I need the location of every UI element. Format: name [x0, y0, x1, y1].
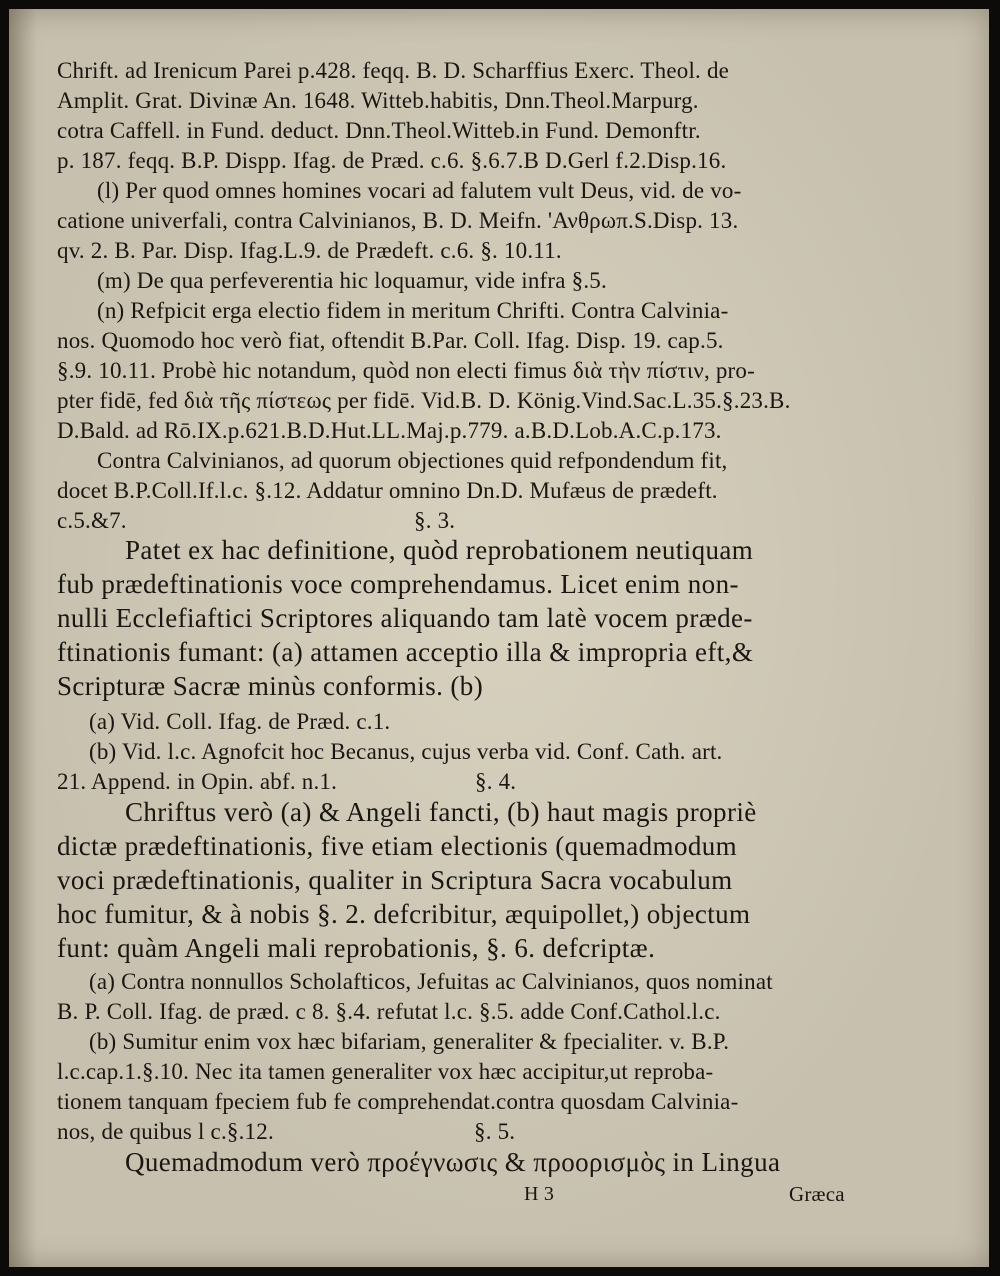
- text-line: nos, de quibus l c.§.12.: [57, 1119, 274, 1144]
- text-line: pter fidē, fed διὰ τῆς πίστεως per fidē. Vid.B. D. König.Vind.Sac.L.35.§.23.B.: [57, 388, 791, 413]
- section-mark: §. 3.: [414, 508, 456, 533]
- text-line: (l) Per quod omnes homines vocari ad falutem vult Deus, vid. de vo-: [97, 178, 742, 203]
- text-line: Chrift. ad Irenicum Parei p.428. feqq. B. D. Scharffius Exerc. Theol. de: [57, 58, 730, 83]
- catchword: Græca: [789, 1182, 845, 1206]
- text-line: hoc fumitur, & à nobis §. 2. defcribitur, æquipollet,) objectum: [57, 899, 751, 929]
- text-line: Scripturæ Sacræ minùs conformis. (b): [57, 671, 484, 701]
- text-line: (a) Vid. Coll. Ifag. de Præd. c.1.: [89, 709, 391, 734]
- text-line: funt: quàm Angeli mali reprobationis, §. 6. defcriptæ.: [57, 933, 656, 963]
- text-line: §.9. 10.11. Probè hic notandum, quòd non electi fimus διὰ τὴν πίστιν, pro-: [57, 358, 755, 383]
- text-line: Amplit. Grat. Divinæ An. 1648. Witteb.habitis, Dnn.Theol.Marpurg.: [57, 88, 699, 113]
- text-line: D.Bald. ad Rō.IX.p.621.B.D.Hut.LL.Maj.p.779. a.B.D.Lob.A.C.p.173.: [57, 418, 722, 443]
- section-mark: §. 4.: [475, 769, 517, 794]
- text-line: Quemadmodum verò προέγνωσις & προορισμὸς in Lingua: [125, 1147, 781, 1177]
- book-page: [9, 9, 989, 1267]
- text-line: voci prædeftinationis, qualiter in Scriptura Sacra vocabulum: [57, 865, 733, 895]
- text-line: c.5.&7.: [57, 508, 127, 533]
- text-line: (m) De qua perfeverentia hic loquamur, vide infra §.5.: [97, 268, 607, 293]
- text-line: dictæ prædeftinationis, five etiam electionis (quemadmodum: [57, 831, 738, 861]
- text-line: l.c.cap.1.§.10. Nec ita tamen generaliter vox hæc accipitur,ut reproba-: [57, 1059, 714, 1084]
- text-line: p. 187. feqq. B.P. Dispp. Ifag. de Præd. c.6. §.6.7.B D.Gerl f.2.Disp.16.: [57, 148, 727, 173]
- text-line: docet B.P.Coll.If.l.c. §.12. Addatur omnino Dn.D. Mufæus de prædeft.: [57, 478, 718, 503]
- text-line: nulli Ecclefiaftici Scriptores aliquando tam latè vocem præde-: [57, 603, 753, 633]
- text-line: (b) Vid. l.c. Agnofcit hoc Becanus, cujus verba vid. Conf. Cath. art.: [89, 739, 723, 764]
- text-line: fub prædeftinationis voce comprehendamus. Licet enim non-: [57, 569, 739, 599]
- text-line: (n) Refpicit erga electio fidem in meritum Chrifti. Contra Calvinia-: [97, 298, 729, 323]
- text-line: nos. Quomodo hoc verò fiat, oftendit B.Par. Coll. Ifag. Disp. 19. cap.5.: [57, 328, 724, 353]
- text-line: qv. 2. B. Par. Disp. Ifag.L.9. de Prædeft. c.6. §. 10.11.: [57, 238, 562, 263]
- signature-mark: H 3: [524, 1183, 555, 1205]
- text-line: (b) Sumitur enim vox hæc bifariam, generaliter & fpecialiter. v. B.P.: [89, 1029, 730, 1054]
- text-line: Contra Calvinianos, ad quorum objectiones quid refpondendum fit,: [97, 448, 728, 473]
- text-line: Chriftus verò (a) & Angeli fancti, (b) haut magis propriè: [125, 797, 757, 827]
- page-text: [9, 9, 989, 1267]
- text-line: 21. Append. in Opin. abf. n.1.: [57, 769, 338, 794]
- section-mark: §. 5.: [474, 1119, 516, 1144]
- text-line: ftinationis fumant: (a) attamen acceptio illa & impropria eft,&: [57, 637, 754, 667]
- text-line: Patet ex hac definitione, quòd reprobationem neutiquam: [125, 535, 754, 565]
- text-line: catione univerfali, contra Calvinianos, B. D. Meifn. 'Ανθρωπ.S.Disp. 13.: [57, 208, 739, 233]
- text-line: (a) Contra nonnullos Scholafticos, Jefuitas ac Calvinianos, quos nominat: [89, 969, 773, 994]
- text-line: tionem tanquam fpeciem fub fe comprehendat.contra quosdam Calvinia-: [57, 1089, 739, 1114]
- text-line: B. P. Coll. Ifag. de præd. c 8. §.4. refutat l.c. §.5. adde Conf.Cathol.l.c.: [57, 999, 721, 1024]
- text-line: cotra Caffell. in Fund. deduct. Dnn.Theol.Witteb.in Fund. Demonftr.: [57, 118, 701, 143]
